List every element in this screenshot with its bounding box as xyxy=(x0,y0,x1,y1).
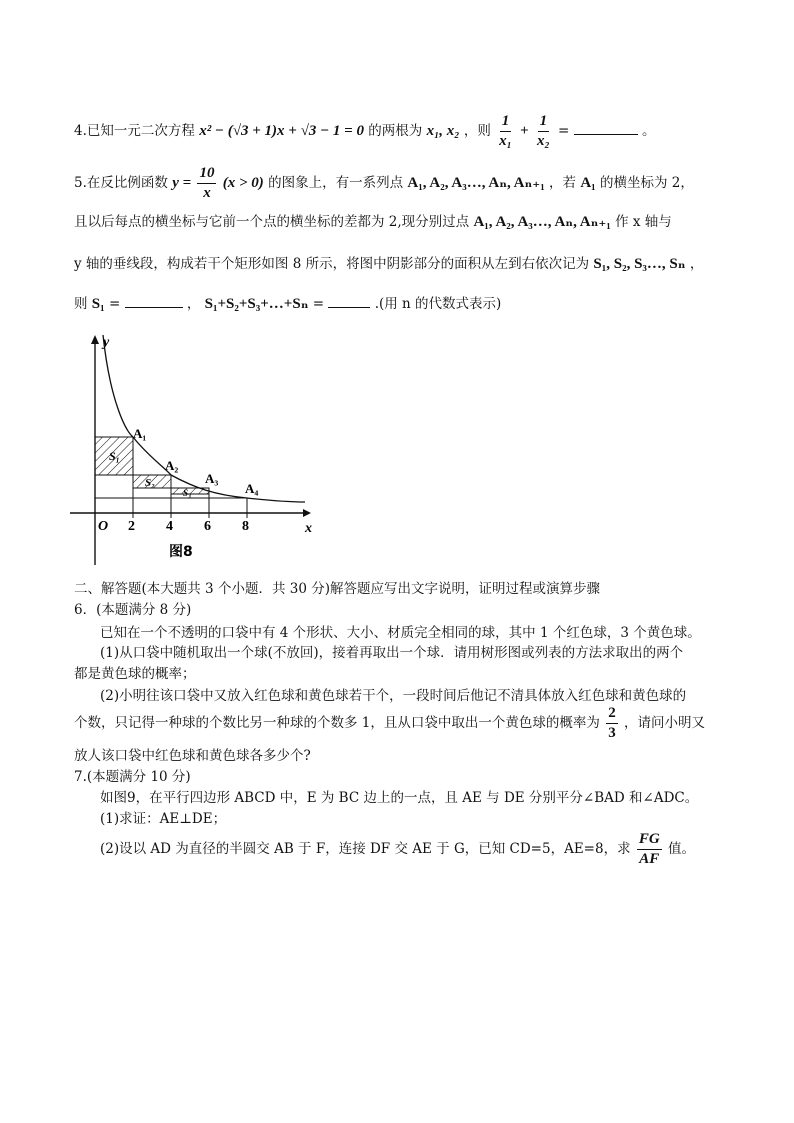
q7-p3a: (2)设以 AD 为直径的半圆交 AB 于 F，连接 DF 交 AE 于 G，已知 CD=5，AE=8，求 xyxy=(100,841,631,857)
q7-frac-den: AF xyxy=(639,851,660,867)
x-axis-arrow xyxy=(303,509,311,517)
q5-func-y: y = xyxy=(172,175,192,191)
q5-points-1: A₁, A₂, A₃…, Aₙ, Aₙ₊₁ xyxy=(407,175,545,191)
q5-points-2: A₁, A₂, A₃…, Aₙ, Aₙ₊₁ xyxy=(473,214,611,230)
q4-frac2-num: 1 xyxy=(538,114,550,132)
q7-p1: 如图9，在平行四边形 ABCD 中，E 为 BC 边上的一点，且 AE 与 DE 分别平分∠BAD 和∠ADC。 xyxy=(100,790,699,806)
q6-prob-num: 2 xyxy=(606,706,618,724)
q5-line3-b: ， xyxy=(689,256,704,272)
origin-label: O xyxy=(98,519,109,534)
q4-then: ，则 xyxy=(463,123,491,139)
q6-p3a: (2)小明往该口袋中又放入红色球和黄色球若干个，一段时间后他记不清具体放入红色球和黄色球的 xyxy=(100,688,687,704)
q5-answer-blank-1[interactable] xyxy=(125,295,183,308)
point-label-a2: A₂ xyxy=(165,458,179,473)
q4-fraction-1 xyxy=(497,114,514,149)
q5-line4-e: .(用 n 的代数式表示) xyxy=(374,296,502,312)
q5-line3-a: y 轴的垂线段，构成若干个矩形如图 8 所示，将图中阴影部分的面积从左到右依次记为 xyxy=(74,256,590,272)
q5-func-fraction xyxy=(197,166,216,201)
q7-p2: (1)求证：AE⊥DE； xyxy=(100,811,227,827)
q6-p3d: 放人该口袋中红色球和黄色球各多少个? xyxy=(74,748,311,764)
q5-sum: S₁+S₂+S₃+…+Sₙ xyxy=(204,296,309,312)
q5-line1-d: 的横坐标为 2， xyxy=(599,175,694,191)
q6-p2a: (1)从口袋中随机取出一个球(不放回)，接着再取出一个球．请用树形图或列表的方法求取出的两个 xyxy=(100,645,684,661)
area-label-s2: S₂ xyxy=(145,477,155,489)
q5-a1: A₁ xyxy=(580,175,596,191)
q4-plus: + xyxy=(520,123,529,139)
q4-end: 。 xyxy=(641,123,656,139)
tick-label-4: 4 xyxy=(166,519,173,534)
question-5-line-4 xyxy=(74,294,501,314)
y-axis-arrow xyxy=(91,335,99,344)
rect-1 xyxy=(95,475,133,513)
x-axis-label: x xyxy=(305,521,312,536)
q6-p3-line xyxy=(74,706,705,741)
rect-2 xyxy=(133,488,171,513)
q5-line1-b: 的图象上，有一系列点 xyxy=(268,175,404,191)
q5-line2-a: 且以后每点的横坐标与它前一个点的横坐标的差都为 2,现分别过点 xyxy=(74,214,470,230)
area-label-s3: S₃ xyxy=(183,488,192,498)
q7-fraction xyxy=(637,832,662,867)
tick-label-8: 8 xyxy=(242,519,249,534)
q6-p3c: ，请问小明又 xyxy=(623,715,705,731)
question-4 xyxy=(74,114,655,149)
point-label-a1: A₁ xyxy=(133,426,147,441)
point-label-a3: A₃ xyxy=(205,471,219,486)
y-axis-label: y xyxy=(103,335,110,350)
q5-line1-a: 5.在反比例函数 xyxy=(74,175,168,191)
question-5-line-1 xyxy=(74,166,694,201)
figure-8 xyxy=(65,330,325,570)
q7-p3-line xyxy=(100,832,695,867)
q5-line4-c: ， xyxy=(186,296,201,312)
q7-frac-num: FG xyxy=(637,832,662,850)
q4-frac2-den: x₂ xyxy=(537,133,550,149)
q6-prob-den: 3 xyxy=(608,725,616,741)
q4-frac1-den: x₁ xyxy=(499,133,512,149)
q5-line1-c: ，若 xyxy=(549,175,577,191)
q5-line4-a: 则 xyxy=(74,296,88,312)
q4-prefix: 4.已知一元二次方程 xyxy=(74,123,195,139)
q6-p1: 已知在一个不透明的口袋中有 4 个形状、大小、材质完全相同的球，其中 1 个红色球，3 个黄色球。 xyxy=(100,625,701,641)
q4-frac1-num: 1 xyxy=(500,114,512,132)
q6-probability-fraction xyxy=(606,706,618,741)
q5-line4-d: = xyxy=(312,296,325,312)
q5-line2-b: 作 x 轴与 xyxy=(615,214,672,230)
q4-answer-blank[interactable] xyxy=(574,122,638,135)
tick-label-6: 6 xyxy=(204,519,211,534)
q4-roots: x₁, x₂ xyxy=(426,123,460,139)
q4-equation: x² − (√3 + 1)x + √3 − 1 = 0 xyxy=(199,123,364,139)
tick-label-2: 2 xyxy=(128,519,135,534)
question-5-line-2 xyxy=(74,212,672,232)
q5-answer-blank-2[interactable] xyxy=(328,295,370,308)
area-label-s1: S₁ xyxy=(109,449,120,463)
section-2-title: 二、解答题(本大题共 3 个小题．共 30 分)解答题应写出文字说明，证明过程或演算步骤 xyxy=(74,581,600,597)
question-5-line-3 xyxy=(74,254,703,274)
q5-func-cond: (x > 0) xyxy=(222,175,264,191)
q4-fraction-2 xyxy=(535,114,552,149)
q6-p3b: 个数，只记得一种球的个数比另一种球的个数多 1，且从口袋中取出一个黄色球的概率为 xyxy=(74,715,600,731)
figure-caption: 图8 xyxy=(169,544,193,560)
q5-func-num: 10 xyxy=(197,166,216,184)
q6-p2b: 都是黄色球的概率； xyxy=(74,666,196,682)
q5-s1: S₁ xyxy=(91,296,105,312)
q4-equals: = xyxy=(558,123,570,139)
q5-line4-b: = xyxy=(108,296,121,312)
q5-areas: S₁, S₂, S₃…, Sₙ xyxy=(593,256,686,272)
point-label-a4: A₄ xyxy=(245,481,259,496)
rect-4 xyxy=(209,498,247,513)
q7-header: 7.(本题满分 10 分) xyxy=(74,769,191,785)
q6-header: 6．(本题满分 8 分) xyxy=(74,602,192,618)
q4-middle: 的两根为 xyxy=(368,123,423,139)
q5-func-den: x xyxy=(203,185,211,201)
q7-p3b: 值。 xyxy=(668,841,696,857)
